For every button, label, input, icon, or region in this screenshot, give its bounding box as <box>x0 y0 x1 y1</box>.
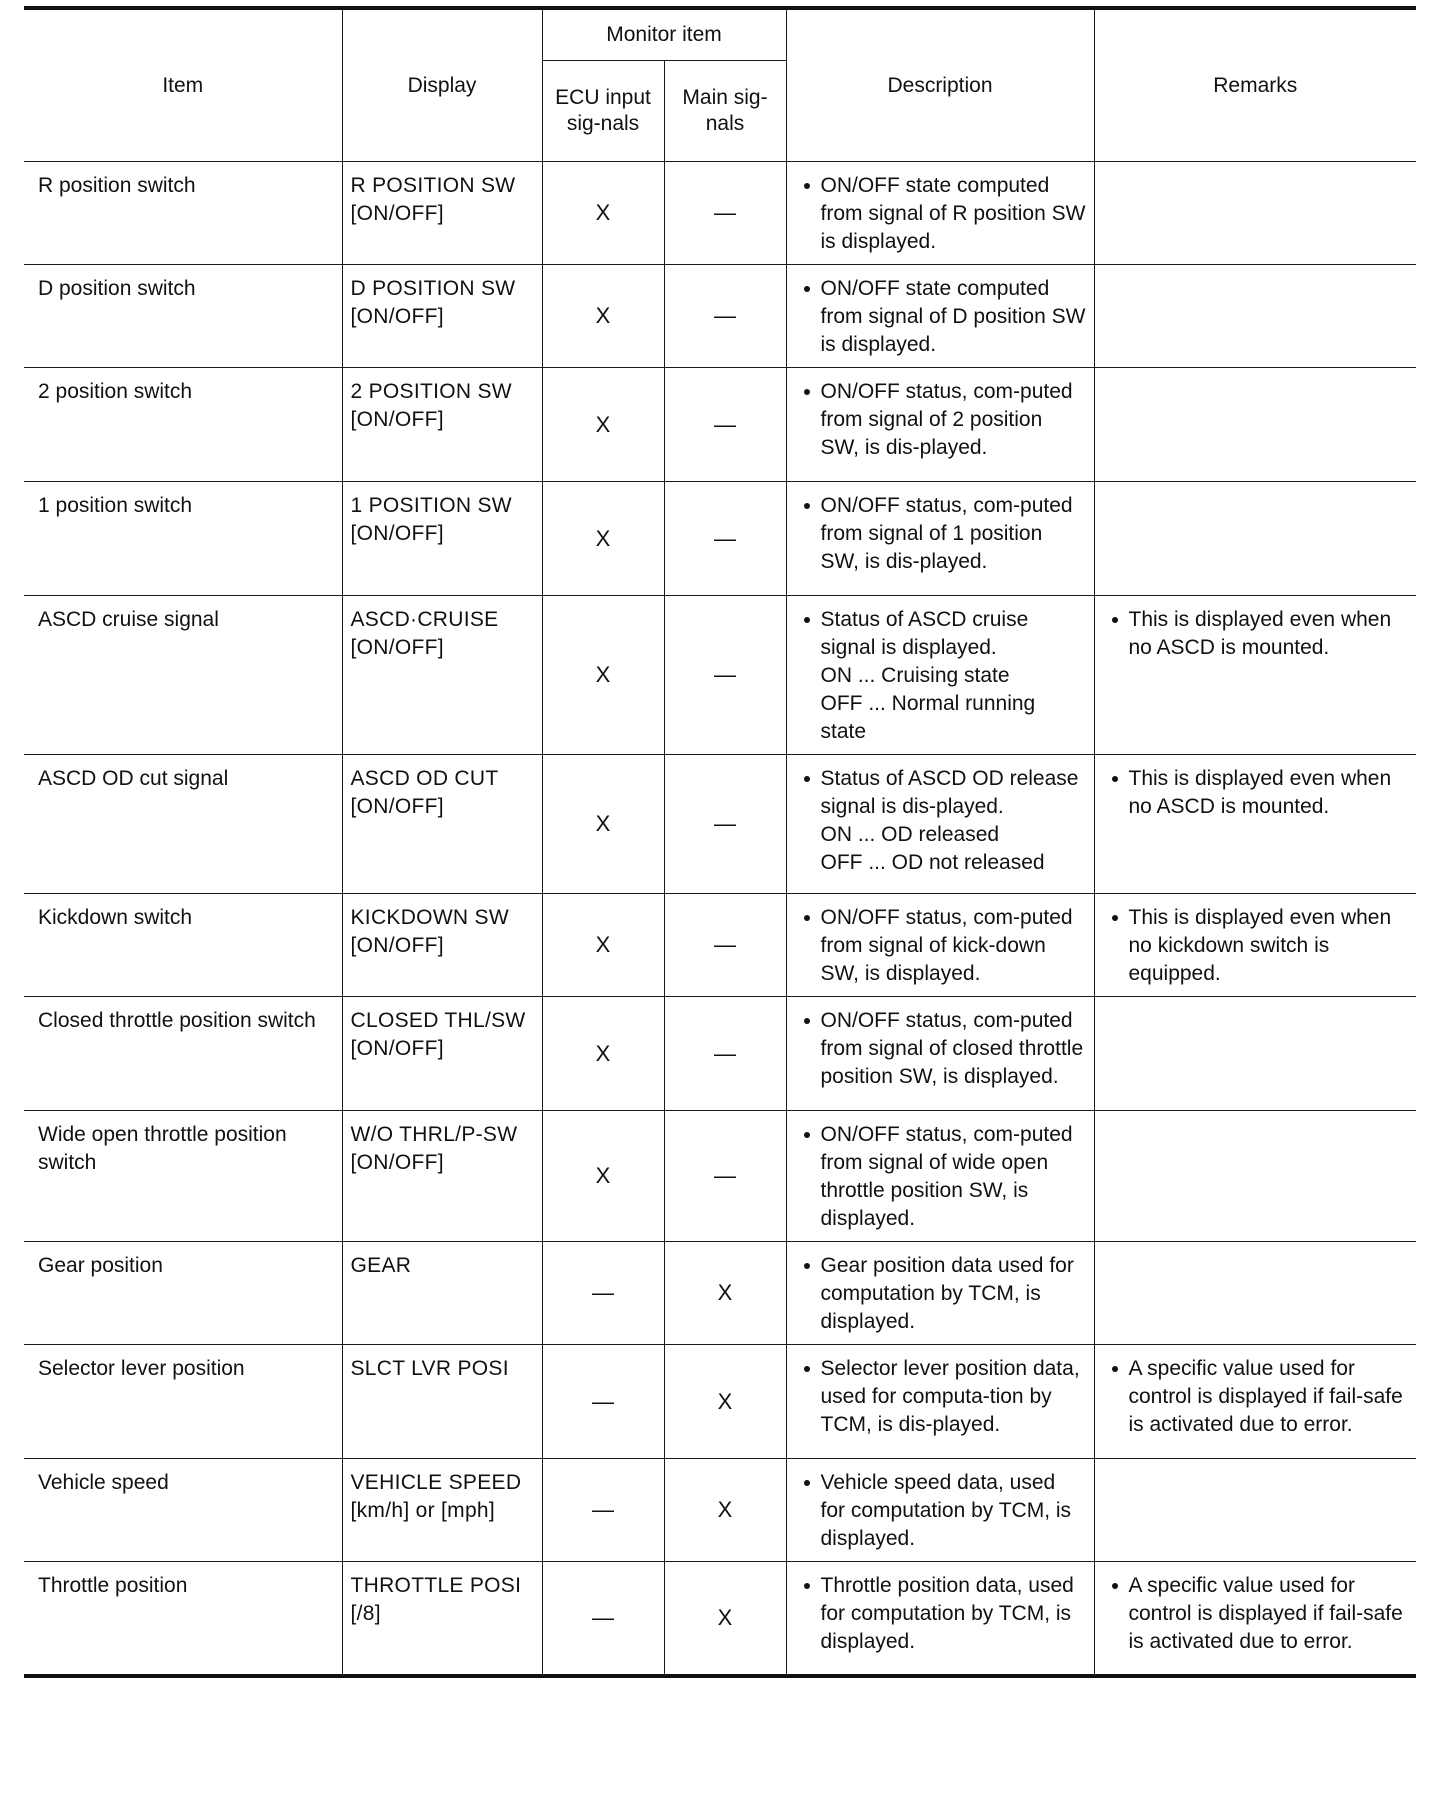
display-cell: 2 POSITION SW [ON/OFF] <box>342 368 542 482</box>
item-cell: 2 position switch <box>24 368 342 482</box>
description-text: ON/OFF status, com-puted from signal of kick-down SW, is displayed. <box>820 906 1073 985</box>
main-signal-mark: — <box>664 1111 786 1242</box>
description-bullet <box>797 1572 1086 1656</box>
display-cell: GEAR <box>342 1242 542 1345</box>
header-monitor-item: Monitor item <box>542 8 786 61</box>
description-cell <box>786 1242 1094 1345</box>
description-text: ON/OFF status, com-puted from signal of 2 position SW, is dis-played. <box>820 380 1073 459</box>
table-row <box>24 894 1416 997</box>
remarks-cell <box>1094 1345 1416 1459</box>
item-cell: Vehicle speed <box>24 1459 342 1562</box>
item-cell: R position switch <box>24 162 342 265</box>
description-text: ON/OFF status, com-puted from signal of wide open throttle position SW, is displayed. <box>820 1123 1073 1230</box>
description-cell <box>786 1459 1094 1562</box>
description-text: ON/OFF state computed from signal of D position SW is displayed. <box>820 277 1086 356</box>
main-signal-mark: — <box>664 162 786 265</box>
ecu-input-mark: X <box>542 368 664 482</box>
display-cell: CLOSED THL/SW [ON/OFF] <box>342 997 542 1111</box>
main-signal-mark: — <box>664 755 786 894</box>
ecu-input-mark: X <box>542 596 664 755</box>
display-cell: 1 POSITION SW [ON/OFF] <box>342 482 542 596</box>
item-cell: D position switch <box>24 265 342 368</box>
display-cell: KICKDOWN SW [ON/OFF] <box>342 894 542 997</box>
display-cell: R POSITION SW [ON/OFF] <box>342 162 542 265</box>
remarks-cell <box>1094 265 1416 368</box>
description-bullet <box>797 606 1086 662</box>
description-cell <box>786 265 1094 368</box>
remarks-cell <box>1094 894 1416 997</box>
description-text: Selector lever position data, used for computa-tion by TCM, is dis-played. <box>820 1357 1080 1436</box>
table-row <box>24 1459 1416 1562</box>
remarks-cell <box>1094 1562 1416 1676</box>
description-cell <box>786 368 1094 482</box>
remarks-bullet: A specific value used for control is displayed if fail-safe is activated due to error. <box>1105 1572 1409 1656</box>
remarks-bullet: This is displayed even when no ASCD is mounted. <box>1105 765 1409 821</box>
ecu-input-mark: X <box>542 755 664 894</box>
header-main-signals: Main sig-nals <box>664 61 786 162</box>
description-cell <box>786 1562 1094 1676</box>
main-signal-mark: X <box>664 1459 786 1562</box>
remarks-cell <box>1094 368 1416 482</box>
description-bullet <box>797 1355 1086 1439</box>
remarks-bullet: This is displayed even when no ASCD is mounted. <box>1105 606 1409 662</box>
item-cell: Closed throttle position switch <box>24 997 342 1111</box>
description-bullet <box>797 172 1086 256</box>
ecu-input-mark: X <box>542 1111 664 1242</box>
description-text: Vehicle speed data, used for computation by TCM, is displayed. <box>820 1471 1072 1550</box>
description-bullet <box>797 1469 1086 1553</box>
ecu-input-mark: — <box>542 1242 664 1345</box>
description-bullet <box>797 904 1086 988</box>
display-cell: THROTTLE POSI [/8] <box>342 1562 542 1676</box>
ecu-input-mark: X <box>542 482 664 596</box>
description-text: ON/OFF status, com-puted from signal of 1 position SW, is dis-played. <box>820 494 1073 573</box>
table-row <box>24 1111 1416 1242</box>
table-row <box>24 265 1416 368</box>
description-cell <box>786 997 1094 1111</box>
description-sub-line: ON ... OD released <box>820 823 1000 846</box>
description-cell <box>786 755 1094 894</box>
display-cell: D POSITION SW [ON/OFF] <box>342 265 542 368</box>
remarks-cell <box>1094 162 1416 265</box>
main-signal-mark: X <box>664 1242 786 1345</box>
header-description: Description <box>786 8 1094 162</box>
ecu-input-mark: — <box>542 1459 664 1562</box>
description-text: Status of ASCD OD release signal is dis-played. <box>820 767 1079 818</box>
remarks-cell <box>1094 755 1416 894</box>
main-signal-mark: X <box>664 1562 786 1676</box>
description-text: ON/OFF state computed from signal of R position SW is displayed. <box>820 174 1086 253</box>
description-cell <box>786 482 1094 596</box>
description-text: Status of ASCD cruise signal is displayed. <box>820 608 1029 659</box>
table-row <box>24 1345 1416 1459</box>
main-signal-mark: — <box>664 894 786 997</box>
item-cell: Throttle position <box>24 1562 342 1676</box>
ecu-input-mark: X <box>542 265 664 368</box>
remarks-bullet: This is displayed even when no kickdown switch is equipped. <box>1105 904 1409 988</box>
document-page <box>24 6 1416 1678</box>
table-row <box>24 368 1416 482</box>
remarks-cell <box>1094 1242 1416 1345</box>
description-cell <box>786 1111 1094 1242</box>
header-item: Item <box>24 8 342 162</box>
display-cell: VEHICLE SPEED [km/h] or [mph] <box>342 1459 542 1562</box>
description-bullet <box>797 378 1086 462</box>
main-signal-mark: — <box>664 265 786 368</box>
item-cell: 1 position switch <box>24 482 342 596</box>
display-cell: ASCD OD CUT [ON/OFF] <box>342 755 542 894</box>
description-bullet <box>797 765 1086 821</box>
table-row <box>24 1562 1416 1676</box>
description-text: Gear position data used for computation by TCM, is displayed. <box>820 1254 1074 1333</box>
remarks-cell <box>1094 482 1416 596</box>
ecu-input-mark: X <box>542 894 664 997</box>
table-row <box>24 755 1416 894</box>
description-sub-line: OFF ... Normal running state <box>820 692 1036 743</box>
description-cell <box>786 894 1094 997</box>
table-row <box>24 482 1416 596</box>
ecu-input-mark: — <box>542 1562 664 1676</box>
display-cell: ASCD·CRUISE [ON/OFF] <box>342 596 542 755</box>
ecu-input-mark: X <box>542 997 664 1111</box>
item-cell: Gear position <box>24 1242 342 1345</box>
remarks-cell <box>1094 1459 1416 1562</box>
remarks-cell <box>1094 596 1416 755</box>
item-cell: Selector lever position <box>24 1345 342 1459</box>
table-row <box>24 162 1416 265</box>
main-signal-mark: — <box>664 997 786 1111</box>
header-display: Display <box>342 8 542 162</box>
main-signal-mark: — <box>664 368 786 482</box>
ecu-input-mark: — <box>542 1345 664 1459</box>
remarks-cell <box>1094 1111 1416 1242</box>
description-bullet <box>797 492 1086 576</box>
ecu-input-mark: X <box>542 162 664 265</box>
table-row <box>24 1242 1416 1345</box>
table-row <box>24 596 1416 755</box>
display-cell: W/O THRL/P-SW [ON/OFF] <box>342 1111 542 1242</box>
table-body <box>24 162 1416 1676</box>
description-text: ON/OFF status, com-puted from signal of closed throttle position SW, is displayed. <box>820 1009 1084 1088</box>
description-sub-line: OFF ... OD not released <box>820 851 1045 874</box>
description-cell <box>786 162 1094 265</box>
description-cell <box>786 596 1094 755</box>
main-signal-mark: — <box>664 596 786 755</box>
header-remarks: Remarks <box>1094 8 1416 162</box>
main-signal-mark: X <box>664 1345 786 1459</box>
remarks-cell <box>1094 997 1416 1111</box>
description-text: Throttle position data, used for computation by TCM, is displayed. <box>820 1574 1074 1653</box>
item-cell: ASCD OD cut signal <box>24 755 342 894</box>
item-cell: ASCD cruise signal <box>24 596 342 755</box>
description-bullet <box>797 275 1086 359</box>
item-cell: Kickdown switch <box>24 894 342 997</box>
description-bullet <box>797 1007 1086 1091</box>
description-bullet <box>797 1252 1086 1336</box>
monitor-item-table <box>24 6 1416 1678</box>
header-ecu-input-signals: ECU input sig-nals <box>542 61 664 162</box>
table-row <box>24 997 1416 1111</box>
description-sub-line: ON ... Cruising state <box>820 664 1010 687</box>
remarks-bullet: A specific value used for control is displayed if fail-safe is activated due to error. <box>1105 1355 1409 1439</box>
description-cell <box>786 1345 1094 1459</box>
item-cell: Wide open throttle position switch <box>24 1111 342 1242</box>
description-bullet <box>797 1121 1086 1233</box>
display-cell: SLCT LVR POSI <box>342 1345 542 1459</box>
main-signal-mark: — <box>664 482 786 596</box>
